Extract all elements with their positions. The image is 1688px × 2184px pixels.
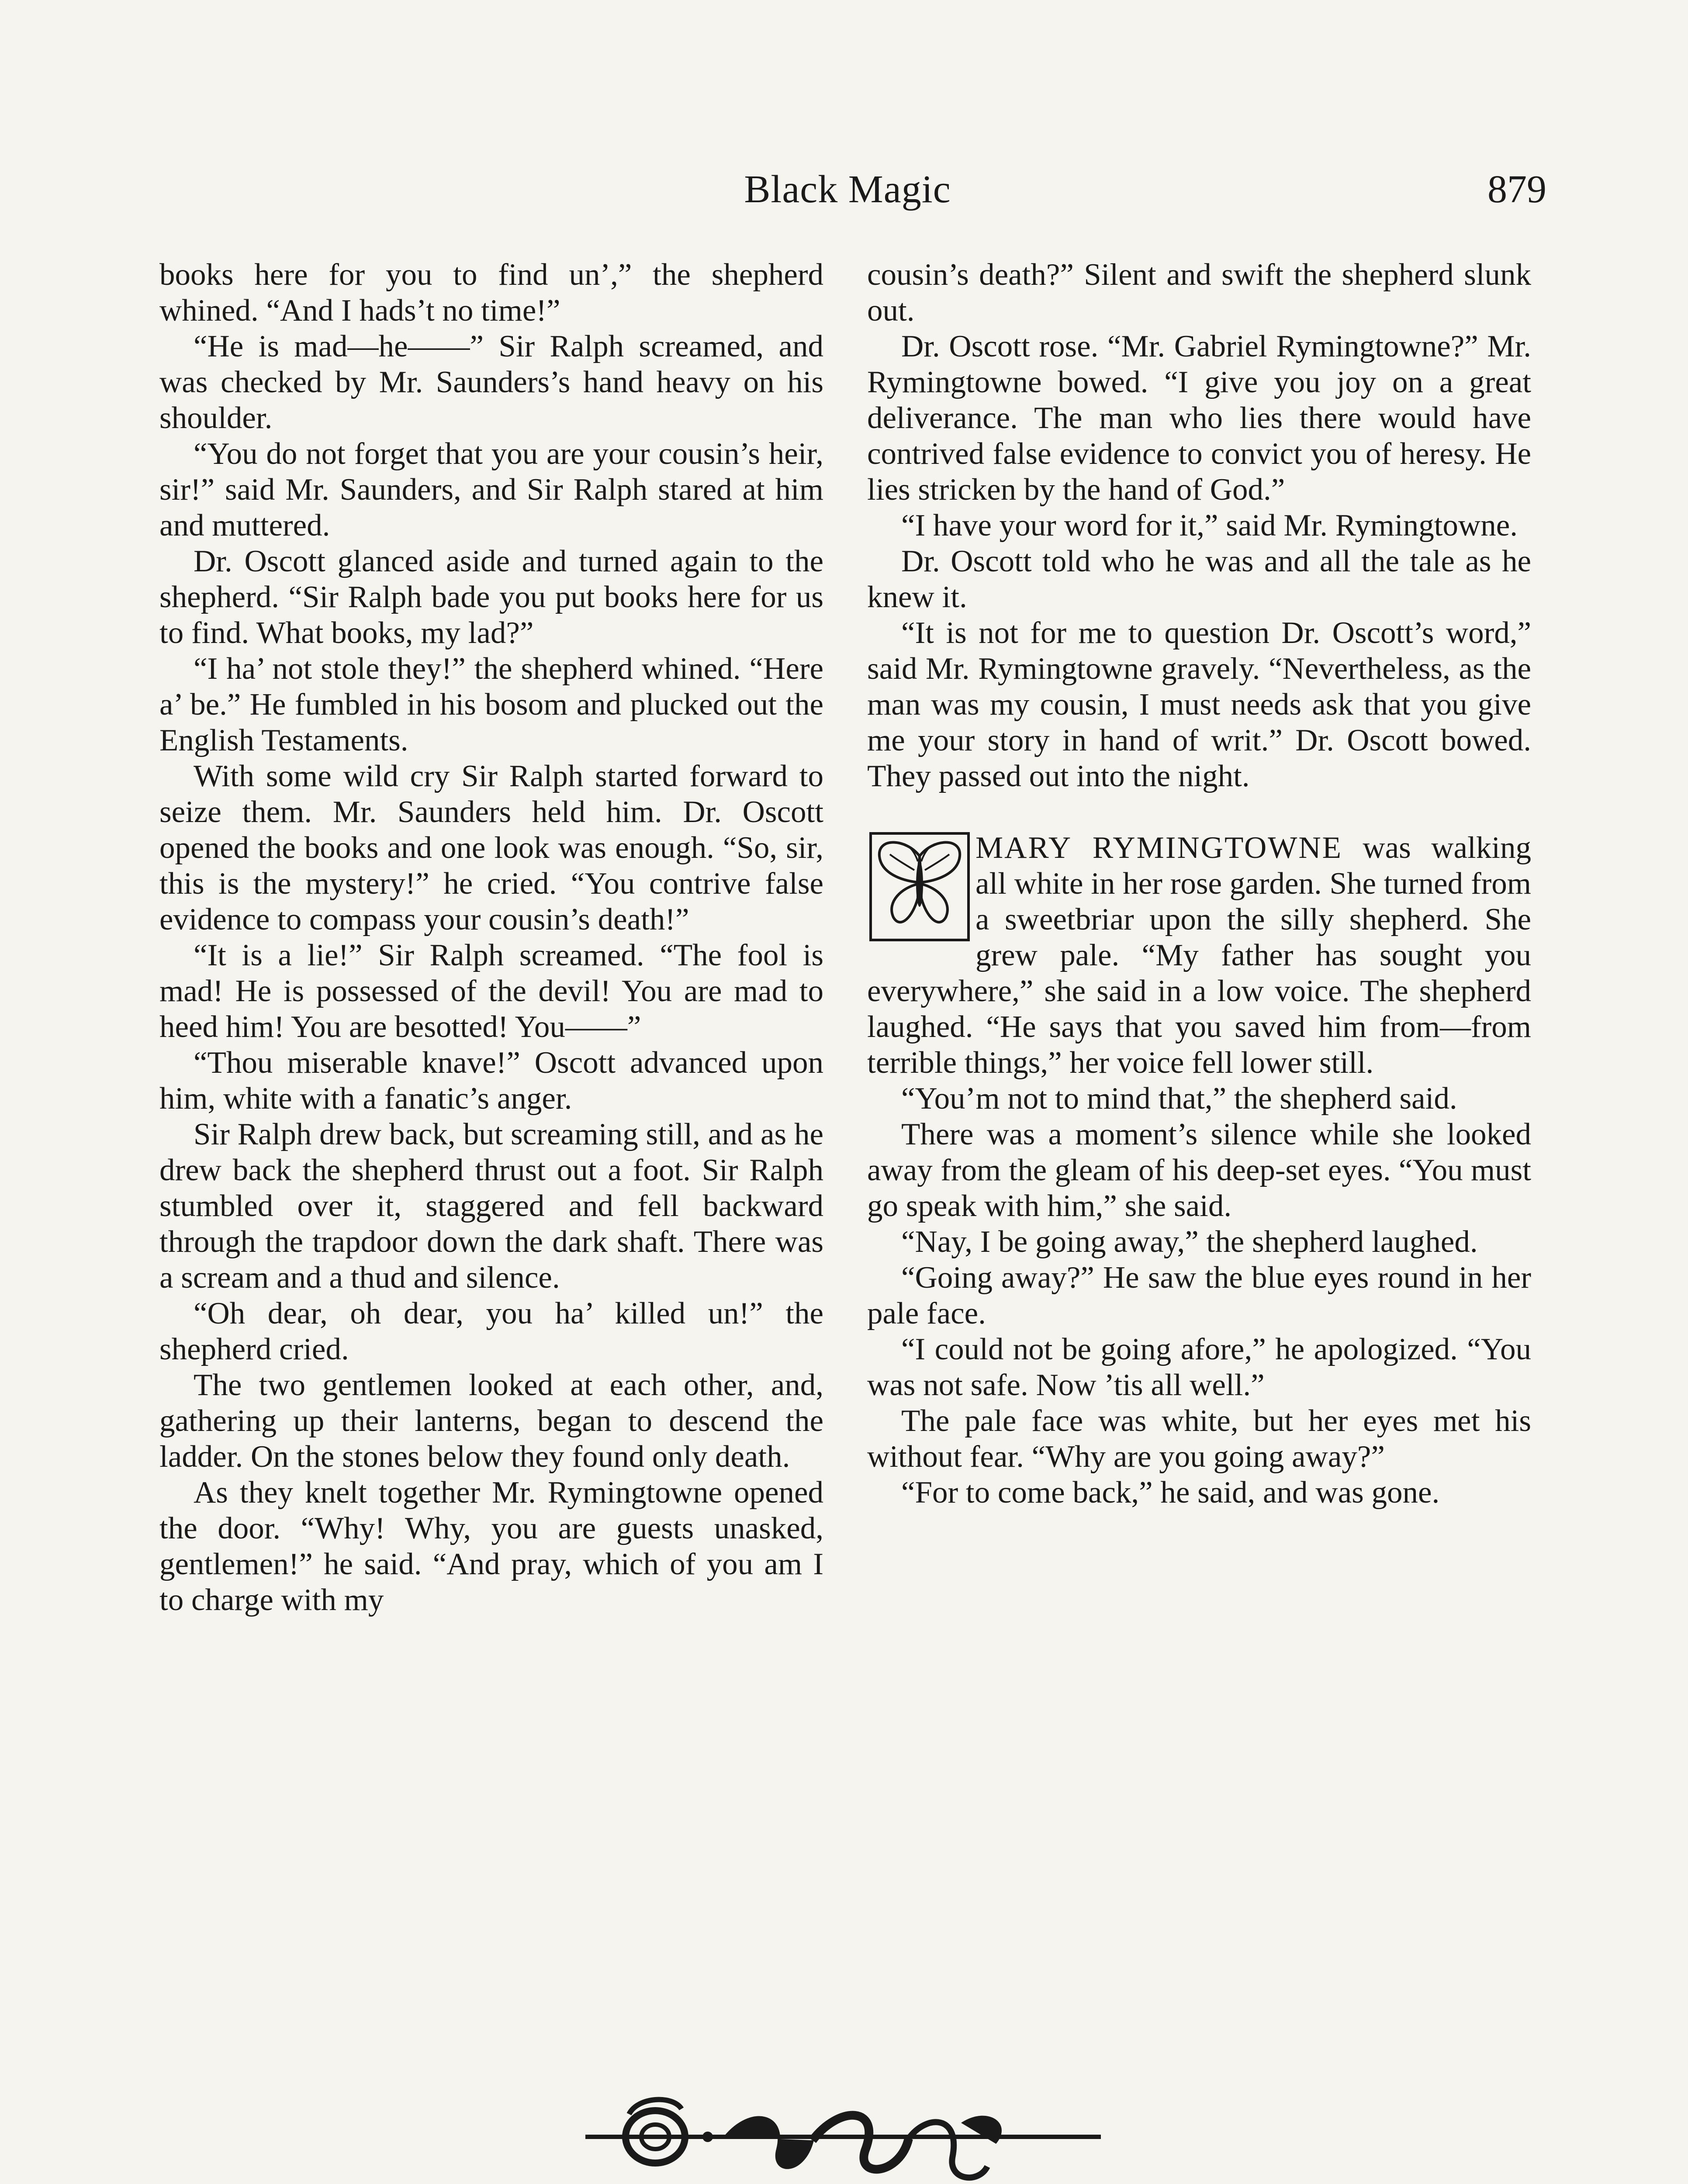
paragraph: “I ha’ not stole they!” the shepherd whined. “Here a’ be.” He fumbled in his bosom and plucked out the English Testaments. <box>159 652 823 757</box>
paragraph: With some wild cry Sir Ralph started forward to seize them. Mr. Saunders held him. Dr. Oscott opened the books and one look was enough. “So, sir, this is the mystery!” he cried. “You contrive false evidence to compass your cousin’s death!” <box>159 759 823 936</box>
paragraph: As they knelt together Mr. Rymingtowne opened the door. “Why! Why, you are guests unasked, gentlemen!” he said. “And pray, which of you am I to charge with my <box>159 1476 823 1617</box>
paragraph: “For to come back,” he said, and was gone. <box>901 1476 1440 1510</box>
paragraph: “I could not be going afore,” he apologized. “You was not safe. Now ’tis all well.” <box>867 1332 1531 1402</box>
paragraph: “You do not forget that you are your cousin’s heir, sir!” said Mr. Saunders, and Sir Ralph stared at him and muttered. <box>159 437 823 543</box>
running-title: Black Magic <box>744 168 951 211</box>
butterfly-icon <box>867 830 972 961</box>
paragraph: “Oh dear, oh dear, you ha’ killed un!” the shepherd cried. <box>159 1296 823 1366</box>
paragraph: The two gentlemen looked at each other, and, gathering up their lanterns, began to descend the ladder. On the stones below they found only death. <box>159 1368 823 1474</box>
paragraph: Dr. Oscott told who he was and all the tale as he knew it. <box>867 544 1531 614</box>
paragraph: “It is not for me to question Dr. Oscott’s word,” said Mr. Rymingtowne gravely. “Nevertheless, as the man was my cousin, I must needs ask that you give me your story in hand of writ.” Dr. Oscott bowed. They passed out into the night. <box>867 616 1531 793</box>
dropcap-text: was walking all white in her rose garden. She turned from a sweetbriar upon the silly shepherd. She grew pale. “My father has sought you everywhere,” she said in a low voice. The shepherd laughed. “He says that you saved him from—from terrible things,” her voice fell lower still. <box>867 831 1531 1080</box>
paragraph: “I have your word for it,” said Mr. Rymingtowne. <box>901 508 1518 543</box>
paragraph: Dr. Oscott glanced aside and turned again to the shepherd. “Sir Ralph bade you put books here for us to find. What books, my lad?” <box>159 544 823 650</box>
paragraph: “He is mad—he——” Sir Ralph screamed, and was checked by Mr. Saunders’s hand heavy on his shoulder. <box>159 329 823 435</box>
paragraph: “Nay, I be going away,” the shepherd laughed. <box>901 1225 1478 1259</box>
scroll-ornament-icon <box>577 2088 1110 2184</box>
paragraph: “Going away?” He saw the blue eyes round in her pale face. <box>867 1261 1531 1330</box>
paragraph: Dr. Oscott rose. “Mr. Gabriel Rymingtowne?” Mr. Rymingtowne bowed. “I give you joy on a great deliverance. The man who lies there would have contrived false evidence to convict you of heresy. He lies stricken by the hand of God.” <box>867 329 1531 507</box>
dropcap-paragraph <box>867 830 1531 1081</box>
paragraph: “Thou miserable knave!” Oscott advanced upon him, white with a fanatic’s anger. <box>159 1046 823 1116</box>
paragraph: cousin’s death?” Silent and swift the shepherd slunk out. <box>867 258 1531 328</box>
page-number: 879 <box>1487 168 1546 211</box>
paragraph: “It is a lie!” Sir Ralph screamed. “The fool is mad! He is possessed of the devil! You are mad to heed him! You are besotted! You——” <box>159 938 823 1044</box>
paragraph: Sir Ralph drew back, but screaming still, and as he drew back the shepherd thrust out a foot. Sir Ralph stumbled over it, staggered and fell backward through the trapdoor down the dark shaft. There was a scream and a thud and silence. <box>159 1117 823 1295</box>
paragraph: There was a moment’s silence while she looked away from the gleam of his deep-set eyes. “You must go speak with him,” she said. <box>867 1117 1531 1223</box>
paragraph: “You’m not to mind that,” the shepherd said. <box>901 1082 1457 1116</box>
paragraph: The pale face was white, but her eyes met his without fear. “Why are you going away?” <box>867 1404 1531 1474</box>
right-column <box>867 257 1531 1510</box>
left-column <box>159 257 823 1618</box>
paragraph: books here for you to find un’,” the shepherd whined. “And I hads’t no time!” <box>159 258 823 328</box>
dropcap-lead: MARY RYMINGTOWNE <box>975 831 1342 865</box>
